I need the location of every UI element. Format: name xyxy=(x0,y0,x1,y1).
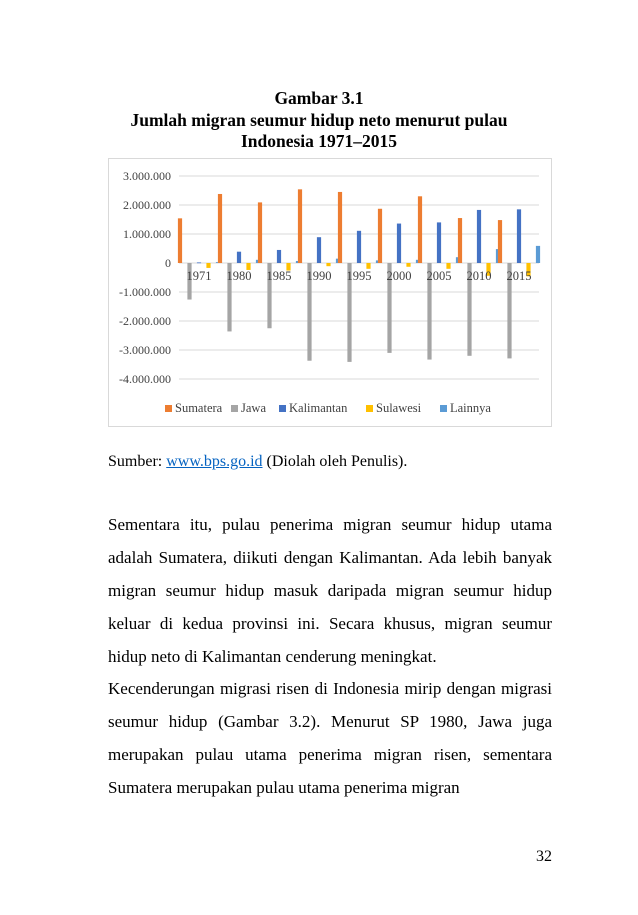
bar-kalimantan-1990 xyxy=(317,237,321,263)
x-tick-label: 2010 xyxy=(466,269,492,283)
bar-sumatera-1995 xyxy=(338,192,342,263)
bar-sulawesi-2005 xyxy=(446,263,450,269)
paragraph-2: Kecenderungan migrasi risen di Indonesia mirip dengan migrasi seumur hidup (Gambar 3.2). Menurut SP 1980, Jawa juga merupakan pulau utama penerima migran risen, sementara Sumatera merupakan pulau utama penerima migran xyxy=(108,679,552,797)
bar-sulawesi-1990 xyxy=(326,263,330,266)
bar-sumatera-2015 xyxy=(498,220,502,263)
bar-sulawesi-1995 xyxy=(366,263,370,269)
legend-swatch-jawa xyxy=(231,405,238,412)
bar-sumatera-1971 xyxy=(178,218,182,263)
bar-kalimantan-2000 xyxy=(397,224,401,263)
y-tick-label: -2.000.000 xyxy=(119,314,171,328)
legend-swatch-kalimantan xyxy=(279,405,286,412)
figure-number: Gambar 3.1 xyxy=(274,88,364,108)
page-number: 32 xyxy=(536,848,552,865)
y-tick-label: 0 xyxy=(165,256,171,270)
figure-source xyxy=(108,453,407,471)
legend-label-lainnya: Lainnya xyxy=(450,401,491,415)
bar-sumatera-2010 xyxy=(458,218,462,263)
chart-container xyxy=(108,158,552,427)
bar-kalimantan-1980 xyxy=(237,252,241,263)
bar-kalimantan-2010 xyxy=(477,210,481,263)
x-tick-label: 1985 xyxy=(266,269,292,283)
bar-kalimantan-1971 xyxy=(197,262,201,263)
y-tick-label: 2.000.000 xyxy=(123,198,171,212)
bar-sulawesi-2000 xyxy=(406,263,410,267)
bar-sulawesi-1971 xyxy=(206,263,210,268)
legend-label-kalimantan: Kalimantan xyxy=(289,401,348,415)
x-tick-label: 2000 xyxy=(386,269,412,283)
y-tick-label: 1.000.000 xyxy=(123,227,171,241)
bar-kalimantan-2005 xyxy=(437,222,441,263)
y-tick-label: -1.000.000 xyxy=(119,285,171,299)
paragraph-1: Sementara itu, pulau penerima migran seumur hidup utama adalah Sumatera, diikuti dengan Kalimantan. Ada lebih banyak migran seumur hidup masuk daripada migran seumur hidup keluar di kedua provinsi ini. Secara khusus, migran seumur hidup neto di Kalimantan cenderung meningkat. xyxy=(108,515,552,666)
legend-swatch-lainnya xyxy=(440,405,447,412)
bar-sumatera-1985 xyxy=(258,202,262,263)
x-tick-label: 2005 xyxy=(426,269,452,283)
legend-label-sulawesi: Sulawesi xyxy=(376,401,422,415)
x-tick-label: 1980 xyxy=(226,269,252,283)
source-prefix: Sumber: xyxy=(108,453,167,470)
bar-sumatera-1990 xyxy=(298,189,302,263)
y-tick-label: 3.000.000 xyxy=(123,169,171,183)
y-tick-label: -4.000.000 xyxy=(119,372,171,386)
x-tick-label: 1990 xyxy=(306,269,332,283)
x-tick-label: 1971 xyxy=(186,269,212,283)
bar-sumatera-2005 xyxy=(418,196,422,263)
source-link[interactable]: www.bps.go.id xyxy=(166,453,263,470)
bar-kalimantan-2015 xyxy=(517,209,521,263)
x-tick-label: 2015 xyxy=(506,269,532,283)
y-tick-label: -3.000.000 xyxy=(119,343,171,357)
bar-lainnya-2015 xyxy=(536,246,540,263)
bar-kalimantan-1995 xyxy=(357,231,361,263)
bar-chart xyxy=(109,159,553,428)
source-suffix: (Diolah oleh Penulis). xyxy=(262,453,408,470)
figure-title-line1: Jumlah migran seumur hidup neto menurut pulau xyxy=(130,110,508,130)
legend-label-sumatera: Sumatera xyxy=(175,401,223,415)
legend-swatch-sulawesi xyxy=(366,405,373,412)
legend-label-jawa: Jawa xyxy=(241,401,266,415)
bar-sumatera-1980 xyxy=(218,194,222,263)
legend-swatch-sumatera xyxy=(165,405,172,412)
bar-sumatera-2000 xyxy=(378,209,382,263)
figure-title-line2: Indonesia 1971–2015 xyxy=(240,131,398,151)
x-tick-label: 1995 xyxy=(346,269,372,283)
bar-kalimantan-1985 xyxy=(277,250,281,263)
